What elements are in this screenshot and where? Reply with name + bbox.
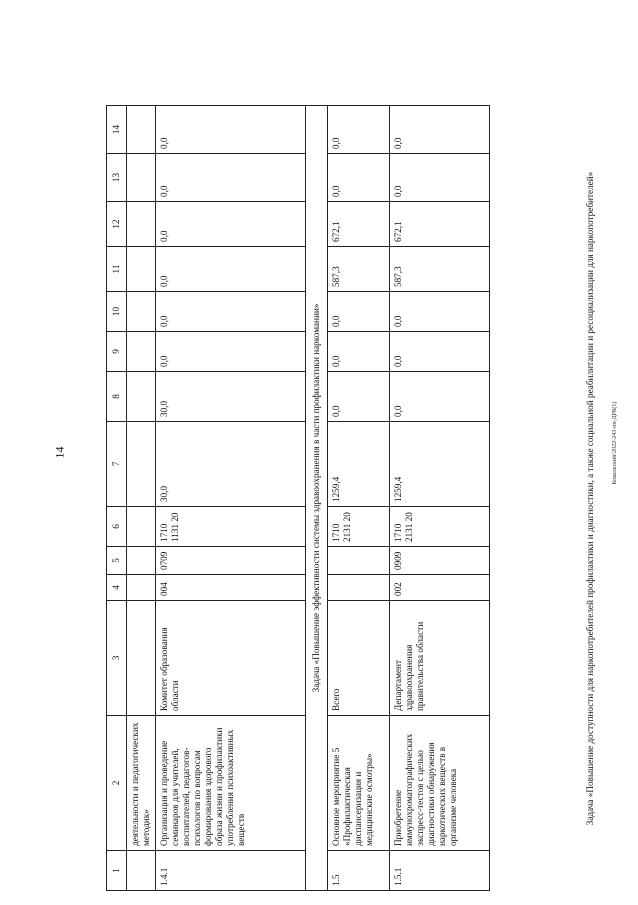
table-cell: 1.5.1 — [390, 851, 490, 891]
document-code: Ковальский/2022-243-пп-ДРБ(1) — [612, 401, 618, 485]
col-header: 12 — [107, 202, 127, 247]
table-row — [156, 106, 306, 891]
task-row — [306, 106, 328, 891]
table-cell: 004 — [156, 575, 306, 601]
table-row — [127, 106, 156, 891]
table-cell: 1710 2131 20 — [390, 507, 490, 547]
table-cell: деятельности и педагогических методик» — [127, 716, 156, 851]
table-cell: 1259,4 — [390, 422, 490, 507]
col-header: 6 — [107, 507, 127, 547]
table-cell: 0,0 — [390, 106, 490, 154]
col-header: 5 — [107, 547, 127, 575]
col-header: 2 — [107, 716, 127, 851]
table-cell — [127, 547, 156, 575]
program-table — [106, 105, 490, 891]
table-cell: 1710 1131 20 — [156, 507, 306, 547]
table-cell: 0,0 — [328, 154, 390, 202]
table-cell: 0,0 — [156, 202, 306, 247]
table-cell: 1.4.1 — [156, 851, 306, 891]
table-cell: 0,0 — [390, 292, 490, 332]
table-cell: 0,0 — [390, 154, 490, 202]
col-header: 9 — [107, 332, 127, 372]
col-header: 8 — [107, 372, 127, 422]
table-cell — [328, 547, 390, 575]
table-cell — [127, 601, 156, 716]
table-cell: 0,0 — [328, 106, 390, 154]
table-cell: 0,0 — [328, 332, 390, 372]
table-cell: 1259,4 — [328, 422, 390, 507]
task-heading: Задача «Повышение эффективности системы здравоохранения в части профилактики наркомании» — [306, 106, 328, 891]
table-cell — [127, 422, 156, 507]
table-cell: 587,3 — [390, 247, 490, 292]
col-header: 3 — [107, 601, 127, 716]
table-cell: 672,1 — [328, 202, 390, 247]
table-row — [328, 106, 390, 891]
table-cell — [127, 372, 156, 422]
col-header: 14 — [107, 106, 127, 154]
table-cell: 0,0 — [328, 372, 390, 422]
footer-task-heading: Задача «Повышение доступности для наркопотребителей профилактики и диагностики, а также социальной реабилитации и ресоциализации для наркопотребителей» — [585, 171, 595, 826]
table-cell: 0,0 — [156, 106, 306, 154]
table-cell — [127, 106, 156, 154]
col-header: 4 — [107, 575, 127, 601]
table-cell: Департамент здравоохранения правительства области — [390, 601, 490, 716]
table-cell: 1.5 — [328, 851, 390, 891]
table-cell: 002 — [390, 575, 490, 601]
table-cell: Основное мероприятие 5 «Профилактическая диспансеризация и медицинские осмотры» — [328, 716, 390, 851]
table-cell: Организация и проведение семинаров для учителей, воспитателей, педагогов-психологов по вопросам формирования здорового образа жизни и профилактики употребления психоактивных веществ — [156, 716, 306, 851]
table-cell — [127, 154, 156, 202]
col-header: 13 — [107, 154, 127, 202]
header-row — [107, 106, 127, 891]
page-number: 14 — [52, 446, 67, 459]
table-cell: Приобретение иммунохроматографических экспресс-тестов с целью диагностики обнаружения наркотических веществ в организме человека — [390, 716, 490, 851]
col-header: 10 — [107, 292, 127, 332]
table-cell — [127, 332, 156, 372]
col-header: 11 — [107, 247, 127, 292]
table-cell — [127, 247, 156, 292]
table-cell — [328, 575, 390, 601]
table-cell: 0709 — [156, 547, 306, 575]
table-cell: 1710 2131 20 — [328, 507, 390, 547]
table-row — [390, 106, 490, 891]
table-cell: 587,3 — [328, 247, 390, 292]
table-cell — [127, 575, 156, 601]
table-cell: Комитет образования области — [156, 601, 306, 716]
table-cell: 30,0 — [156, 422, 306, 507]
table-cell: 0909 — [390, 547, 490, 575]
table-cell — [127, 851, 156, 891]
col-header: 1 — [107, 851, 127, 891]
table-cell: 672,1 — [390, 202, 490, 247]
table-cell: 0,0 — [390, 372, 490, 422]
table-cell: Всего — [328, 601, 390, 716]
col-header: 7 — [107, 422, 127, 507]
table-cell: 0,0 — [156, 154, 306, 202]
table-cell: 30,0 — [156, 372, 306, 422]
table-cell — [127, 292, 156, 332]
table-cell: 0,0 — [156, 292, 306, 332]
rotated-table-area — [106, 106, 595, 891]
table-cell: 0,0 — [390, 332, 490, 372]
table-cell: 0,0 — [156, 247, 306, 292]
table-cell — [127, 507, 156, 547]
table-cell: 0,0 — [156, 332, 306, 372]
table-cell: 0,0 — [328, 292, 390, 332]
table-cell — [127, 202, 156, 247]
